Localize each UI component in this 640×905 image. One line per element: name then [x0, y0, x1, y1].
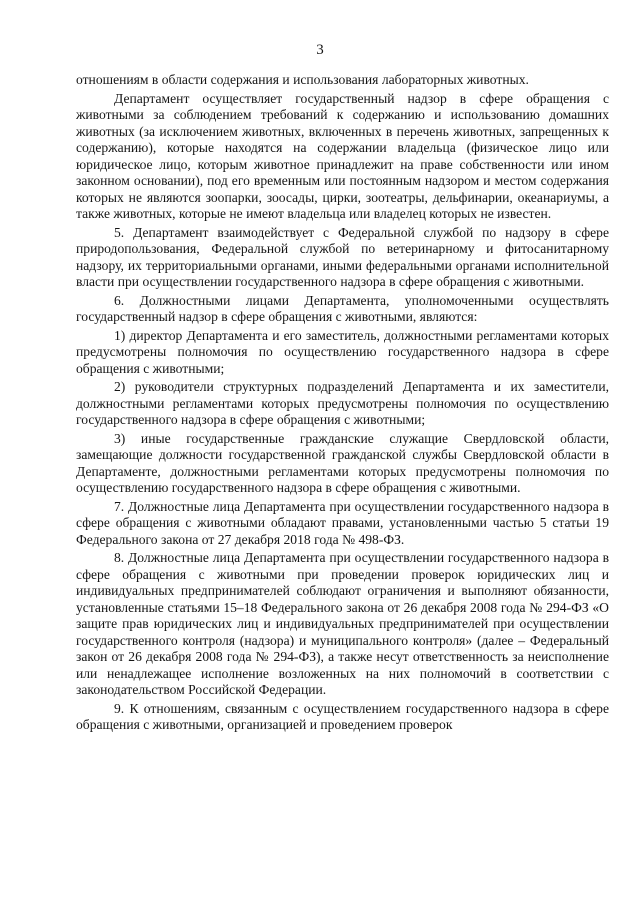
list-item-3-civil-servants: 3) иные государственные гражданские служащие Свердловской области, замещающие должности государственной гражданской службы Свердловской области в Департаменте, должностными регламентами которых предусмотрены полномочия по осуществлению государственного надзора в сфере обращения с животными.	[76, 430, 609, 495]
paragraph-5-interaction: 5. Департамент взаимодействует с Федеральной службой по надзору в сфере природопользования, Федеральной службой по ветеринарному и фитосанитарному надзору, их территориальными органами, иными федеральными органами исполнительной власти при осуществлении государственного надзора в сфере обращения с животными.	[76, 224, 609, 289]
list-item-2-heads: 2) руководители структурных подразделений Департамента и их заместители, должностными регламентами которых предусмотрены полномочия по осуществлению государственного надзора в сфере обращения с животными;	[76, 379, 609, 427]
paragraph-continuation: отношениям в области содержания и использования лабораторных животных.	[76, 72, 529, 87]
paragraph-7-rights: 7. Должностные лица Департамента при осуществлении государственного надзора в сфере обращения с животными обладают правами, установленными частью 5 статьи 19 Федерального закона от 27 декабря 2018 года № 498-ФЗ.	[76, 498, 609, 547]
page-number: 3	[316, 42, 324, 58]
paragraph-department-oversight: Департамент осуществляет государственный надзор в сфере обращения с животными за соблюдением требований к содержанию и использованию домашних животных (за исключением животных, включенных в перечень животных, запрещенных к содержанию), которые находятся на содержании владельца (физическое лицо или юридическое лицо, которым животное принадлежит на праве собственности или ином законном основании), под его временным или постоянным надзором и местом содержания которых не являются зоопарки, зоосады, цирки, зоотеатры, дельфинарии, океанариумы, а также животных, которые не имеют владельца или владелец которых не известен.	[76, 90, 609, 221]
list-item-1-director: 1) директор Департамента и его заместитель, должностными регламентами которых предусмотрены полномочия по осуществлению государственного надзора в сфере обращения с животными;	[76, 327, 609, 376]
paragraph-9-relations: 9. К отношениям, связанным с осуществлением государственного надзора в сфере обращения с животными, организацией и проведением проверок	[76, 700, 609, 732]
document-body	[76, 72, 609, 736]
paragraph-6-officials: 6. Должностными лицами Департамента, уполномоченными осуществлять государственный надзор в сфере обращения с животными, являются:	[76, 292, 609, 324]
paragraph-8-restrictions: 8. Должностные лица Департамента при осуществлении государственного надзора в сфере обращения с животными при проведении проверок юридических лиц и индивидуальных предпринимателей соблюдают ограничения и выполняют обязанности, установленные статьями 15–18 Федерального закона от 26 декабря 2008 года № 294-ФЗ «О защите прав юридических лиц и индивидуальных предпринимателей при осуществлении государственного контроля (надзора) и муниципального контроля» (далее – Федеральный закон от 26 декабря 2008 года № 294-ФЗ), а также несут ответственность за неисполнение или ненадлежащее исполнение возложенных на них полномочий в соответствии с законодательством Российской Федерации.	[76, 550, 609, 697]
